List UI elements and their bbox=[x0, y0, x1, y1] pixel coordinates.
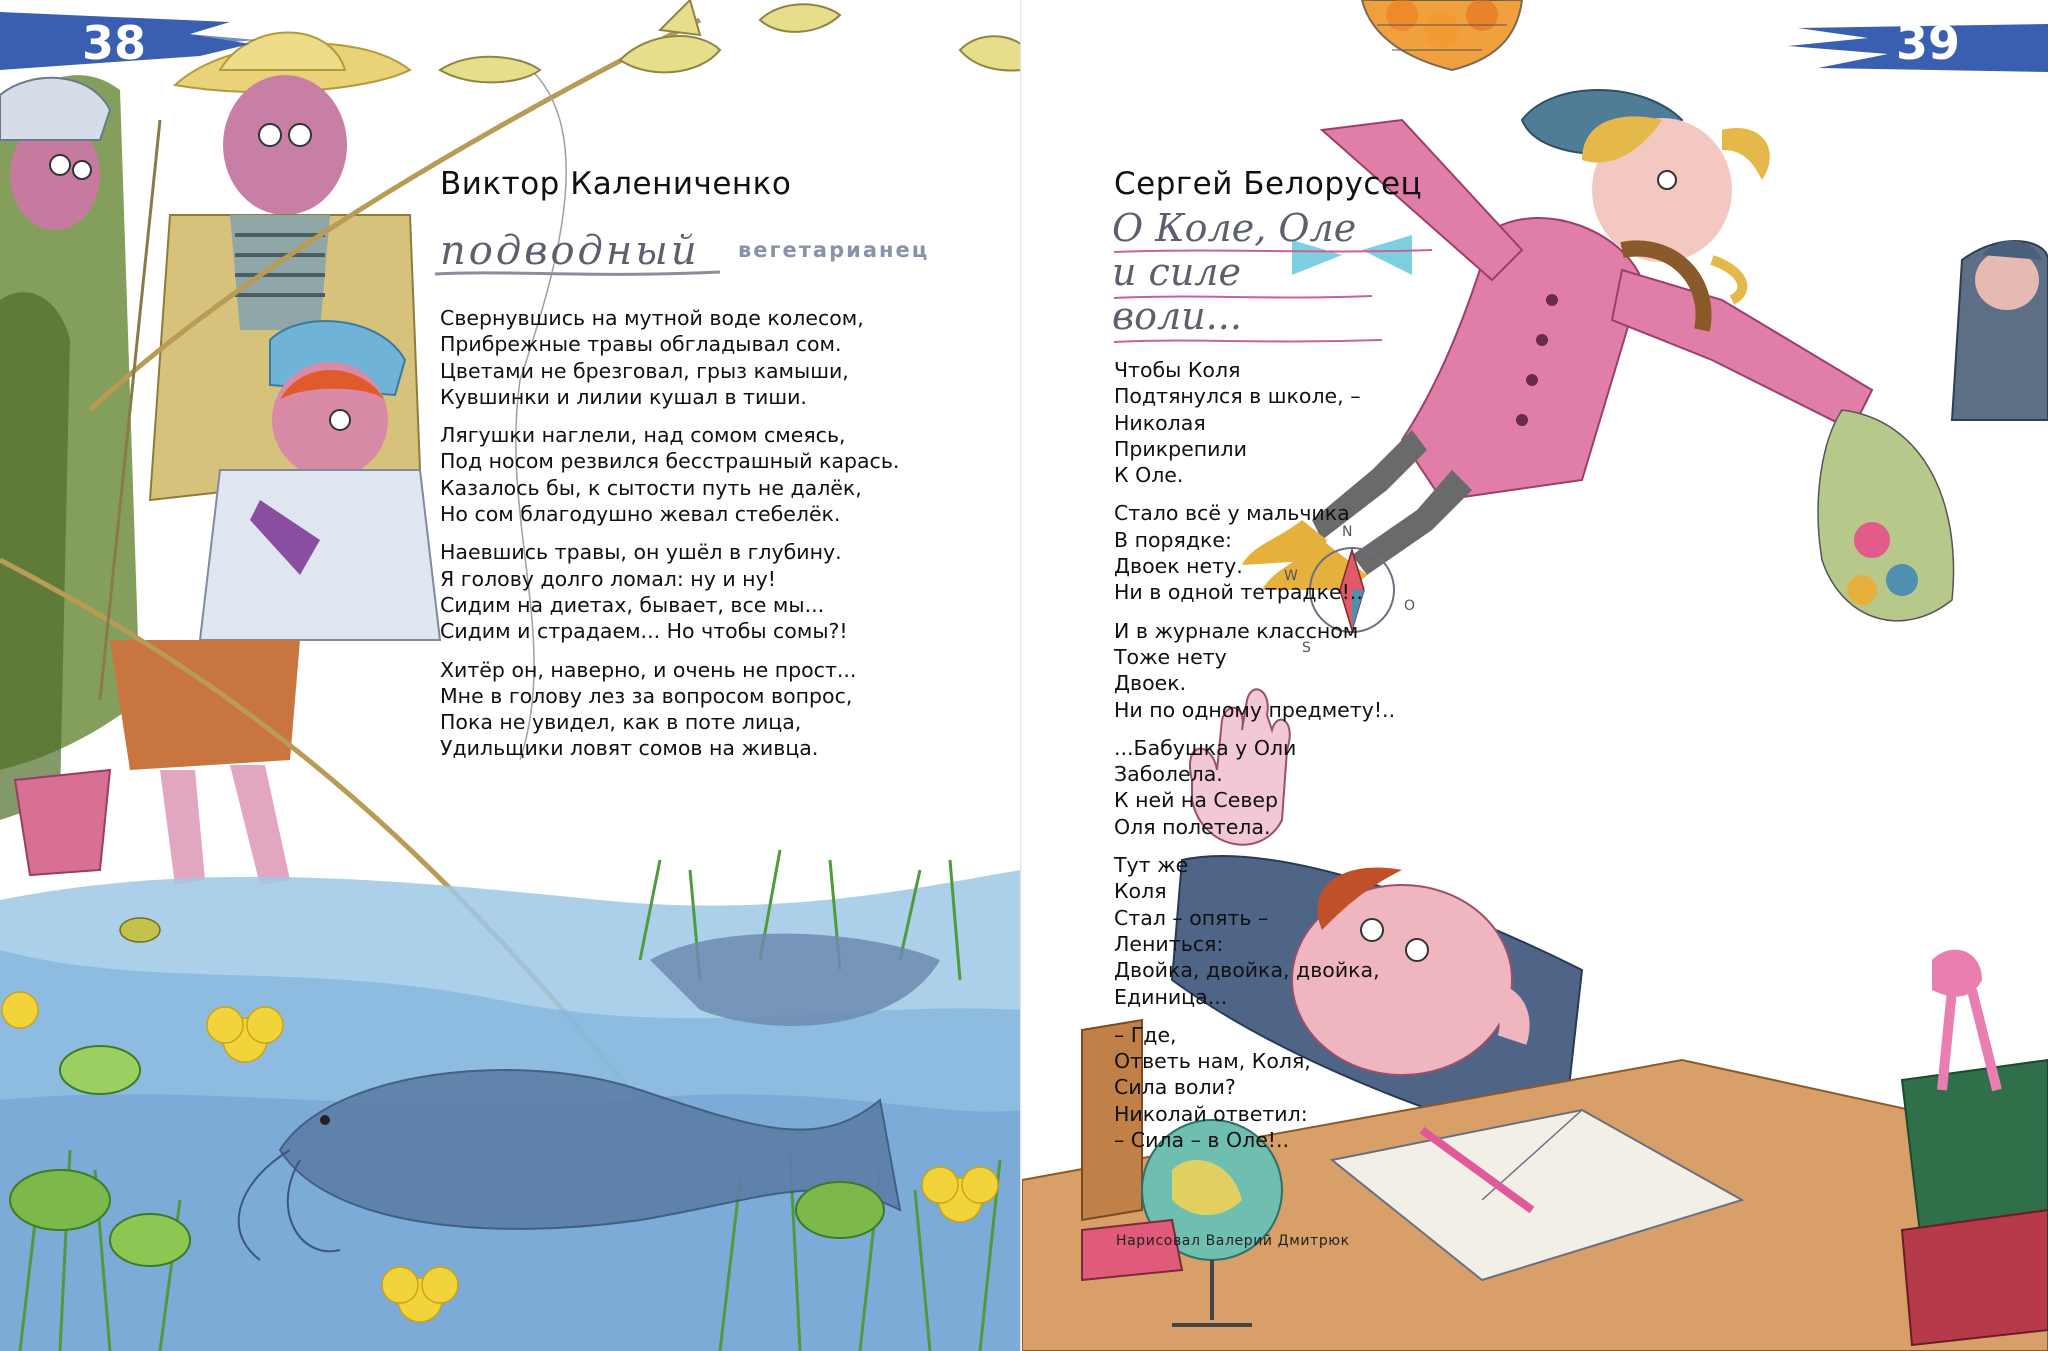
poem-line: Двойка, двойка, двойка, bbox=[1114, 958, 1380, 983]
page-number-left: 38 bbox=[82, 16, 147, 70]
poem-title-typed-left: вегетарианец bbox=[738, 238, 930, 262]
poem-line: К Оле. bbox=[1114, 463, 1184, 488]
left-page bbox=[0, 0, 1022, 1351]
poem-line: Тут же bbox=[1114, 853, 1189, 878]
stanza bbox=[440, 657, 899, 762]
poem-line: Лениться: bbox=[1114, 931, 1224, 956]
stanza bbox=[440, 305, 899, 410]
poem-line: Под носом резвился бесстрашный карась. bbox=[440, 449, 900, 474]
poem-line: Коля bbox=[1114, 879, 1167, 904]
poem-line: Стало всё у мальчика bbox=[1114, 501, 1350, 526]
illustrator-credit: Нарисовал Валерий Дмитрюк bbox=[1116, 1233, 1350, 1249]
poem-line: Тоже нету bbox=[1114, 644, 1227, 669]
stanza bbox=[440, 539, 899, 644]
title-underlines-right bbox=[1112, 240, 1452, 350]
poem-line: Подтянулся в школе, – bbox=[1114, 384, 1361, 409]
stanza bbox=[1114, 357, 1395, 488]
poem-line: Пока не увидел, как в поте лица, bbox=[440, 710, 802, 735]
poem-line: Прибрежные травы обгладывал сом. bbox=[440, 332, 842, 357]
poem-line: Сила воли? bbox=[1114, 1075, 1236, 1100]
svg-text:S: S bbox=[1302, 640, 1311, 656]
poem-line: Николай ответил: bbox=[1114, 1101, 1308, 1126]
poem-line: Хитёр он, наверно, и очень не прост... bbox=[440, 657, 857, 682]
poem-line: Прикрепили bbox=[1114, 436, 1247, 461]
stanza bbox=[440, 422, 899, 527]
svg-text:O: O bbox=[1404, 598, 1416, 614]
stanza bbox=[1114, 852, 1395, 1010]
poem-line: В порядке: bbox=[1114, 527, 1232, 552]
poem-line: Я голову долго ломал: ну и ну! bbox=[440, 566, 776, 591]
page-number-right: 39 bbox=[1896, 16, 1961, 70]
poem-line: Стал – опять – bbox=[1114, 905, 1269, 930]
stanza bbox=[1114, 500, 1395, 605]
title-line: и силе bbox=[1112, 250, 1241, 294]
poem-line: Ответь нам, Коля, bbox=[1114, 1049, 1311, 1074]
poem-line: Николая bbox=[1114, 410, 1206, 435]
poem-line: Чтобы Коля bbox=[1114, 358, 1241, 382]
stanza bbox=[1114, 735, 1395, 840]
poem-line: К ней на Север bbox=[1114, 788, 1279, 813]
poem-line: И в журнале классном bbox=[1114, 618, 1359, 643]
poem-line: ...Бабушка у Оли bbox=[1114, 735, 1297, 760]
right-page bbox=[1022, 0, 2048, 1351]
svg-text:N: N bbox=[1342, 524, 1353, 540]
poem-line: Двоек. bbox=[1114, 671, 1187, 696]
poem-line: Ни в одной тетрадке!.. bbox=[1114, 580, 1363, 605]
poem-line: – Сила – в Оле!.. bbox=[1114, 1128, 1290, 1153]
poem-title-handwritten-left: подводный bbox=[440, 228, 700, 274]
poem-line: Казалось бы, к сытости путь не далёк, bbox=[440, 475, 862, 500]
poem-line: Цветами не брезговал, грыз камыши, bbox=[440, 358, 849, 383]
poem-line: Единица... bbox=[1114, 984, 1228, 1009]
title-line: воли... bbox=[1112, 294, 1242, 338]
poem-body-right bbox=[1114, 357, 1395, 1165]
svg-text:W: W bbox=[1284, 568, 1298, 584]
poem-line: – Где, bbox=[1114, 1022, 1177, 1047]
stanza bbox=[1114, 1022, 1395, 1153]
title-underline-left bbox=[430, 266, 730, 286]
poem-line: Кувшинки и лилии кушал в тиши. bbox=[440, 384, 807, 409]
stanza bbox=[1114, 618, 1395, 723]
poem-line: Ни по одному предмету!.. bbox=[1114, 697, 1396, 722]
poem-line: Сидим и страдаем... Но чтобы сомы?! bbox=[440, 619, 848, 644]
author-name-right: Сергей Белорусец bbox=[1114, 166, 1423, 202]
poem-line: Но сом благодушно жевал стебелёк. bbox=[440, 502, 841, 527]
poem-line: Мне в голову лез за вопросом вопрос, bbox=[440, 683, 853, 708]
poem-line: Удильщики ловят сомов на живца. bbox=[440, 736, 819, 761]
poem-line: Двоек нету. bbox=[1114, 554, 1243, 579]
poem-line: Лягушки наглели, над сомом смеясь, bbox=[440, 423, 846, 448]
poem-body-left bbox=[440, 305, 899, 774]
poem-line: Свернувшись на мутной воде колесом, bbox=[440, 306, 864, 330]
poem-line: Наевшись травы, он ушёл в глубину. bbox=[440, 540, 842, 565]
poem-line: Заболела. bbox=[1114, 762, 1223, 787]
title-line: О Коле, Оле bbox=[1112, 206, 1357, 250]
poem-line: Сидим на диетах, бывает, все мы... bbox=[440, 592, 825, 617]
author-name-left: Виктор Калениченко bbox=[440, 166, 792, 202]
poem-line: Оля полетела. bbox=[1114, 814, 1271, 839]
